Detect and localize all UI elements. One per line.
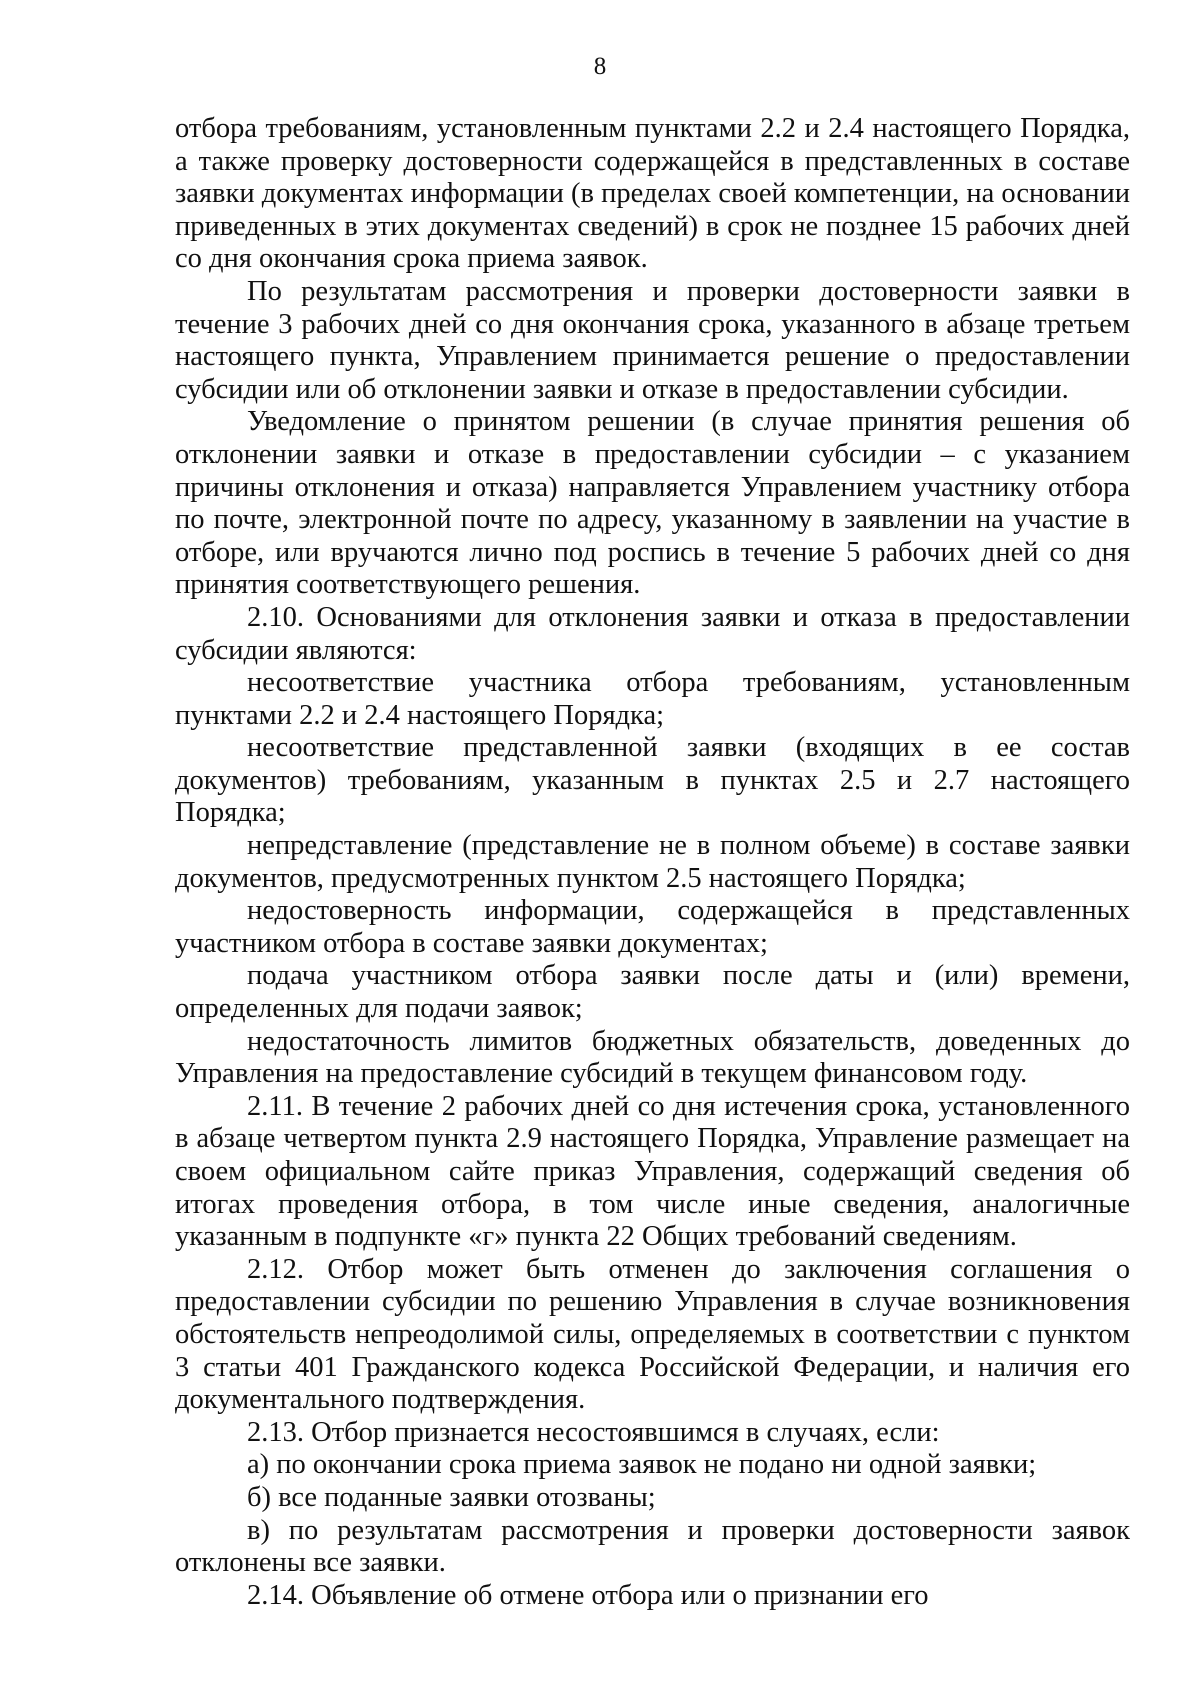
list-item-rejection-ground: несоответствие участника отбора требованиям, установленным пунктами 2.2 и 2.4 настоящего Порядка; — [175, 667, 1130, 731]
list-item-rejection-ground: несоответствие представленной заявки (входящих в ее состав документов) требованиям, указанным в пунктах 2.5 и 2.7 настоящего Порядка; — [175, 732, 1130, 829]
paragraph-2-11: 2.11. В течение 2 рабочих дней со дня истечения срока, установленного в абзаце четвертом пункта 2.9 настоящего Порядка, Управление размещает на своем официальном сайте приказ Управления, содержащий сведения об итогах проведения отбора, в том числе иные сведения, аналогичные указанным в подпункте «г» пункта 22 Общих требований сведениям. — [175, 1090, 1130, 1253]
list-item-failed-selection: б) все поданные заявки отозваны; — [247, 1481, 656, 1513]
paragraph-2-12: 2.12. Отбор может быть отменен до заключения соглашения о предоставлении субсидии по решению Управления в случае возникновения обстоятельств непреодолимой силы, определяемых в соответствии с пунктом 3 статьи 401 Гражданского кодекса Российской Федерации, и наличия его документального подтверждения. — [175, 1253, 1130, 1416]
list-item-rejection-ground: недостоверность информации, содержащейся в представленных участником отбора в составе заявки документах; — [175, 895, 1130, 959]
list-item-rejection-ground: непредставление (представление не в полном объеме) в составе заявки документов, предусмотренных пунктом 2.5 настоящего Порядка; — [175, 830, 1130, 894]
list-item-rejection-ground: недостаточность лимитов бюджетных обязательств, доведенных до Управления на предоставление субсидий в текущем финансовом году. — [175, 1025, 1130, 1090]
list-item-failed-selection: в) по результатам рассмотрения и проверки достоверности заявок отклонены все заявки. — [175, 1514, 1130, 1579]
page-number: 8 — [593, 53, 607, 80]
list-item-rejection-ground: подача участником отбора заявки после даты и (или) времени, определенных для подачи заявок; — [175, 960, 1130, 1025]
list-item-failed-selection: а) по окончании срока приема заявок не подано ни одной заявки; — [247, 1449, 1037, 1481]
paragraph-2-14: 2.14. Объявление об отмене отбора или о признании его — [247, 1579, 929, 1611]
paragraph-2-10: 2.10. Основаниями для отклонения заявки и отказа в предоставлении субсидии являются: — [175, 601, 1130, 666]
paragraph-review-results: По результатам рассмотрения и проверки достоверности заявки в течение 3 рабочих дней со дня окончания срока, указанного в абзаце третьем настоящего пункта, Управлением принимается решение о предоставлении субсидии или об отклонении заявки и отказе в предоставлении субсидии. — [175, 275, 1130, 405]
document-body — [175, 113, 1130, 1612]
paragraph-notification: Уведомление о принятом решении (в случае принятия решения об отклонении заявки и отказе в предоставлении субсидии – с указанием причины отклонения и отказа) направляется Управлением участнику отбора по почте, электронной почте по адресу, указанному в заявлении на участие в отборе, или вручаются лично под роспись в течение 5 рабочих дней со дня принятия соответствующего решения. — [175, 406, 1130, 601]
paragraph-2-13: 2.13. Отбор признается несостоявшимся в случаях, если: — [247, 1416, 940, 1448]
paragraph-continuation: отбора требованиям, установленным пунктами 2.2 и 2.4 настоящего Порядка, а также проверку достоверности содержащейся в представленных в составе заявки документах информации (в пределах своей компетенции, на основании приведенных в этих документах сведений) в срок не позднее 15 рабочих дней со дня окончания срока приема заявок. — [175, 113, 1130, 275]
